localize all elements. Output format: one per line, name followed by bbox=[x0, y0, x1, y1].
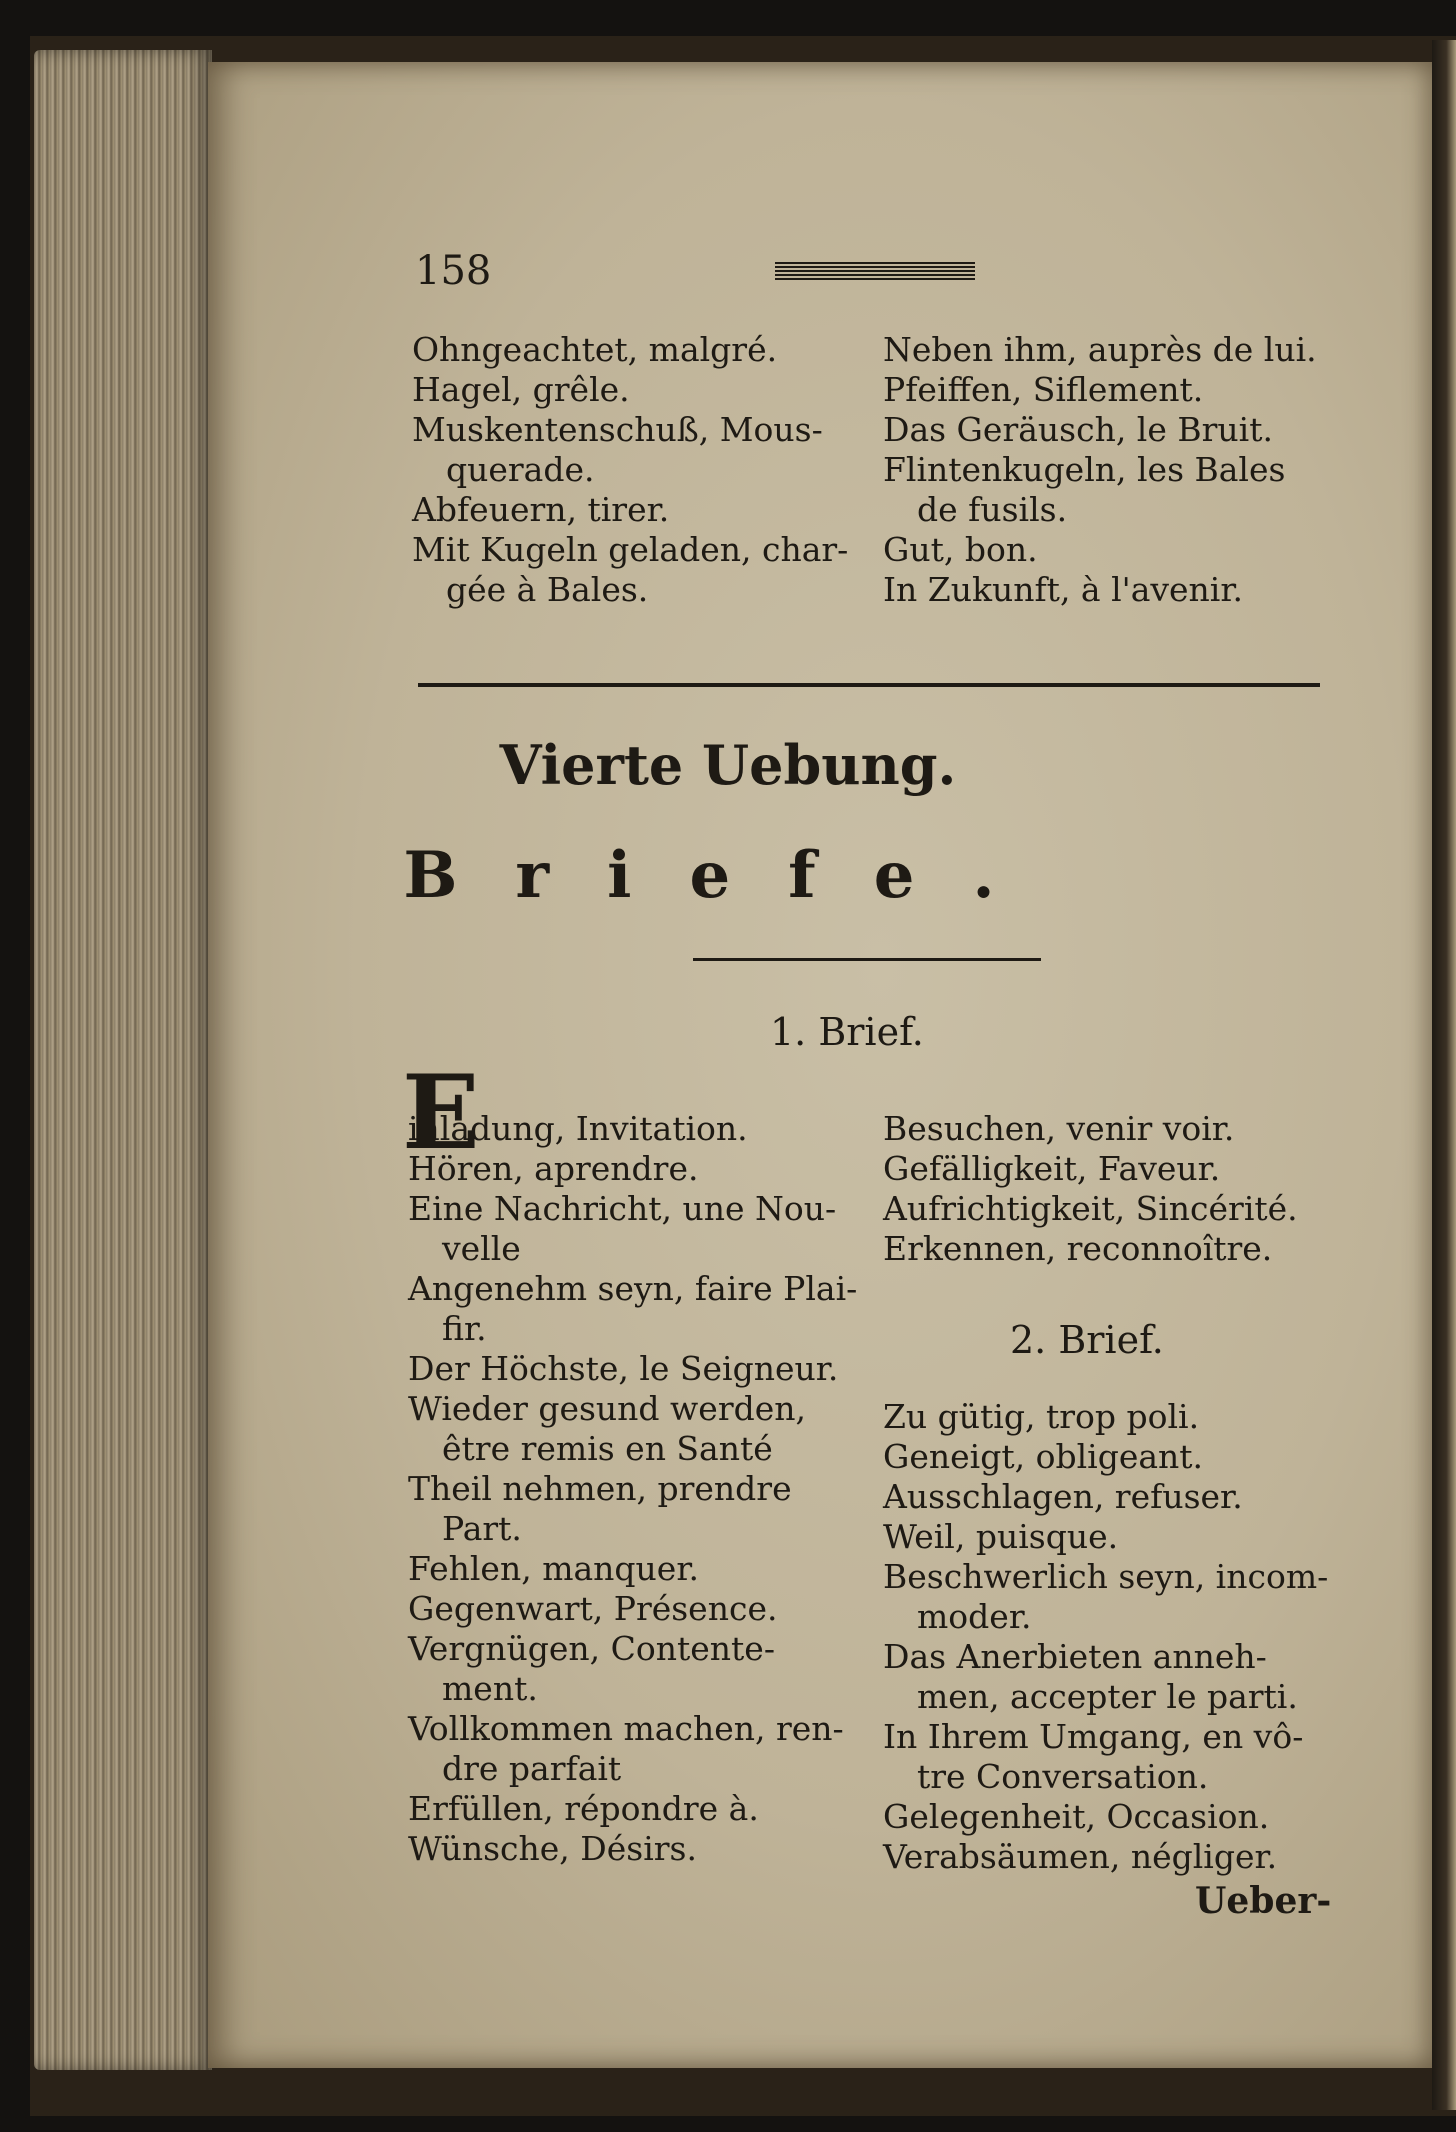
vocab-entry: Neben ihm, auprès de lui. bbox=[883, 330, 1317, 369]
vocab-entry: Wieder gesund werden, bbox=[408, 1389, 806, 1428]
vocab-entry: Fehlen, manquer. bbox=[408, 1549, 699, 1588]
letter-1-vocab-right bbox=[883, 1109, 1323, 1269]
header-ornament-rule bbox=[775, 262, 975, 282]
vocab-entry: Theil nehmen, prendre bbox=[408, 1469, 792, 1508]
vocab-entry: Pfeiffen, Siflement. bbox=[883, 370, 1204, 409]
vocab-entry-continuation: fir. bbox=[442, 1309, 487, 1348]
vocab-entry-continuation: tre Conversation. bbox=[917, 1757, 1209, 1796]
letter-1-heading: 1. Brief. bbox=[770, 1010, 924, 1054]
vocab-entry: Erfüllen, répondre à. bbox=[408, 1789, 759, 1828]
vocab-entry: Eine Nachricht, une Nou- bbox=[408, 1189, 837, 1228]
drop-capital: E bbox=[402, 1053, 480, 1173]
vocab-entry: Wünsche, Désirs. bbox=[408, 1829, 697, 1868]
vocab-entry: Vergnügen, Contente- bbox=[408, 1629, 775, 1668]
section-subtitle: Briefe. bbox=[403, 838, 1053, 913]
vocab-entry: Angenehm seyn, faire Plai- bbox=[408, 1269, 858, 1308]
vocab-entry: Verabsäumen, négliger. bbox=[883, 1837, 1278, 1876]
letter-2-heading: 2. Brief. bbox=[1010, 1318, 1164, 1362]
letter-1-vocab-left bbox=[408, 1109, 858, 1869]
section-title: Vierte Uebung. bbox=[499, 733, 957, 797]
vocab-entry: Muskentenschuß, Mous- bbox=[412, 410, 823, 449]
section-divider-rule bbox=[418, 683, 1320, 687]
page-number: 158 bbox=[415, 248, 492, 294]
vocab-entry: Gelegenheit, Occasion. bbox=[883, 1797, 1270, 1836]
vocab-entry: Erkennen, reconnoître. bbox=[883, 1229, 1273, 1268]
vocab-entry: Beschwerlich seyn, incom- bbox=[883, 1557, 1329, 1596]
vocab-entry: In Ihrem Umgang, en vô- bbox=[883, 1717, 1304, 1756]
vocab-entry: Der Höchste, le Seigneur. bbox=[408, 1349, 839, 1388]
vocab-entry: Gegenwart, Présence. bbox=[408, 1589, 778, 1628]
vocab-entry-continuation: être remis en Santé bbox=[442, 1429, 773, 1468]
vocab-entry-continuation: velle bbox=[442, 1229, 521, 1268]
vocab-entry-continuation: gée à Bales. bbox=[446, 570, 649, 609]
subtitle-rule bbox=[693, 958, 1041, 961]
vocab-entry: In Zukunft, à l'avenir. bbox=[883, 570, 1244, 609]
vocab-entry: Weil, puisque. bbox=[883, 1517, 1119, 1556]
vocab-entry: Gefälligkeit, Faveur. bbox=[883, 1149, 1221, 1188]
vocab-entry-continuation: dre parfait bbox=[442, 1749, 622, 1788]
letter-2-vocab-right bbox=[883, 1397, 1329, 1877]
vocab-entry: Vollkommen machen, ren- bbox=[408, 1709, 844, 1748]
binding-gutter bbox=[1432, 40, 1456, 2110]
vocab-entry-continuation: men, accepter le parti. bbox=[917, 1677, 1298, 1716]
vocab-entry-continuation: de fusils. bbox=[917, 490, 1068, 529]
vocab-entry: Besuchen, venir voir. bbox=[883, 1109, 1235, 1148]
vocab-entry: Flintenkugeln, les Bales bbox=[883, 450, 1286, 489]
vocab-entry: inladung, Invitation. bbox=[408, 1109, 748, 1148]
vocab-entry-continuation: Part. bbox=[442, 1509, 522, 1548]
vocab-entry: Hagel, grêle. bbox=[412, 370, 630, 409]
vocab-entry: Ausschlagen, refuser. bbox=[883, 1477, 1243, 1516]
vocab-column-top-right bbox=[883, 330, 1323, 610]
vocab-entry: Das Anerbieten anneh- bbox=[883, 1637, 1267, 1676]
vocab-entry: Abfeuern, tirer. bbox=[412, 490, 670, 529]
vocab-entry-continuation: ment. bbox=[442, 1669, 538, 1708]
vocab-entry: Gut, bon. bbox=[883, 530, 1038, 569]
vocab-entry-continuation: moder. bbox=[917, 1597, 1032, 1636]
vocab-entry: Aufrichtigkeit, Sincérité. bbox=[883, 1189, 1298, 1228]
vocab-entry: Das Geräusch, le Bruit. bbox=[883, 410, 1273, 449]
page-edges bbox=[34, 50, 212, 2070]
vocab-entry: Zu gütig, trop poli. bbox=[883, 1397, 1200, 1436]
vocab-entry-continuation: querade. bbox=[446, 450, 595, 489]
vocab-entry: Hören, aprendre. bbox=[408, 1149, 699, 1188]
vocab-entry: Mit Kugeln geladen, char- bbox=[412, 530, 849, 569]
catchword: Ueber- bbox=[1195, 1880, 1332, 1922]
vocab-column-top-left bbox=[412, 330, 852, 610]
vocab-entry: Geneigt, obligeant. bbox=[883, 1437, 1204, 1476]
vocab-entry: Ohngeachtet, malgré. bbox=[412, 330, 778, 369]
